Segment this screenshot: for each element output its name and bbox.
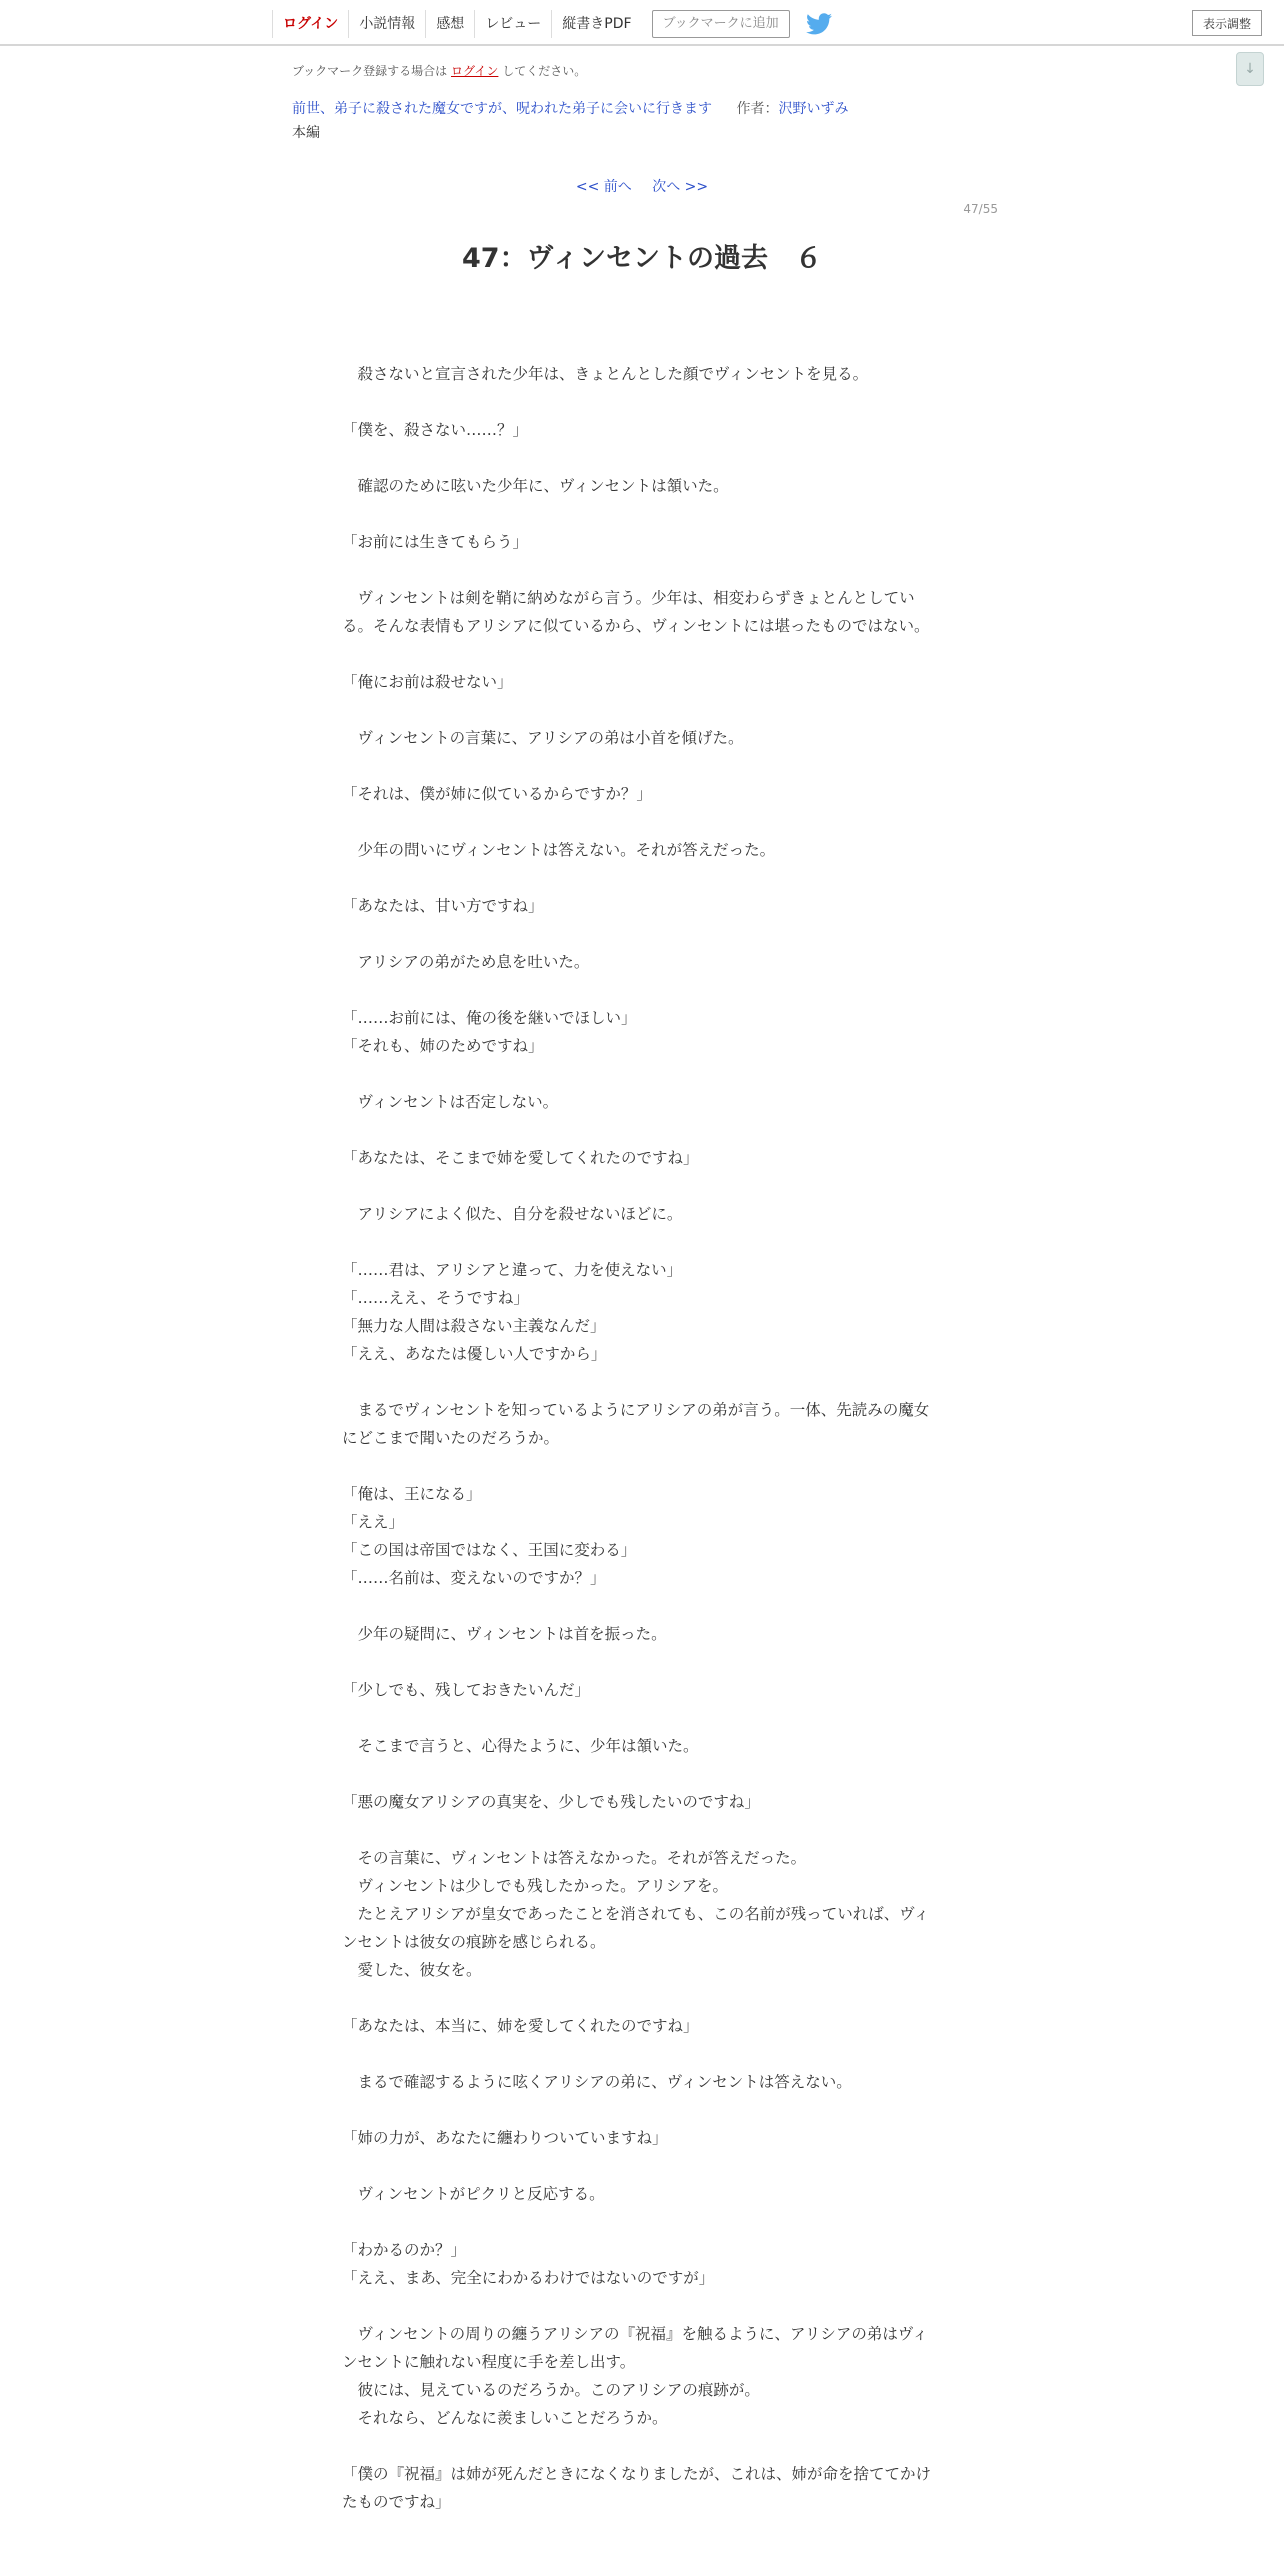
prev-page-link[interactable]: << 前へ xyxy=(575,179,632,195)
body-paragraph: 「ええ」 xyxy=(342,1513,405,1531)
body-paragraph: 「それも、姉のためですね」 xyxy=(342,1037,544,1055)
body-paragraph: 「ええ、あなたは優しい人ですから」 xyxy=(342,1345,607,1363)
blank-line xyxy=(342,1228,942,1256)
body-paragraph: ヴィンセントは否定しない。 xyxy=(342,1093,559,1111)
body-paragraph: 「この国は帝国ではなく、王国に変わる」 xyxy=(342,1541,637,1559)
blank-line xyxy=(342,388,942,416)
blank-line xyxy=(342,752,942,780)
author-label: 作者： xyxy=(736,101,779,117)
next-page-link[interactable]: 次へ >> xyxy=(652,179,709,195)
body-paragraph: ヴィンセントがピクリと反応する。 xyxy=(342,2185,605,2203)
blank-line xyxy=(342,640,942,668)
novel-body xyxy=(342,360,942,2516)
blank-line xyxy=(342,500,942,528)
blank-line xyxy=(342,2208,942,2236)
body-paragraph: ヴィンセントは少しでも残したかった。アリシアを。 xyxy=(342,1877,728,1895)
body-paragraph: 「ええ、まあ、完全にわかるわけではないのですが」 xyxy=(342,2269,715,2287)
body-paragraph: それなら、どんなに羨ましいことだろうか。 xyxy=(342,2409,668,2427)
blank-line xyxy=(342,808,942,836)
body-paragraph: 「わかるのか？」 xyxy=(342,2241,467,2259)
bookmark-note-login-link[interactable]: ログイン xyxy=(451,64,499,78)
body-paragraph: 「俺にお前は殺せない」 xyxy=(342,673,513,691)
blank-line xyxy=(342,696,942,724)
body-paragraph: 「悪の魔女アリシアの真実を、少しでも残したいのですね」 xyxy=(342,1793,760,1811)
blank-line xyxy=(342,1116,942,1144)
body-paragraph: 「少しでも、残しておきたいんだ」 xyxy=(342,1681,591,1699)
vertical-pdf-link[interactable]: 縦書きPDF xyxy=(551,10,641,38)
body-paragraph: 「あなたは、甘い方ですね」 xyxy=(342,897,544,915)
review-link[interactable]: レビュー xyxy=(474,10,551,38)
blank-line xyxy=(342,1760,942,1788)
blank-line xyxy=(342,1060,942,1088)
body-paragraph: 彼には、見えているのだろうか。このアリシアの痕跡が。 xyxy=(342,2381,760,2399)
login-link[interactable]: ログイン xyxy=(272,10,348,38)
body-paragraph: 「それは、僕が姉に似ているからですか？」 xyxy=(342,785,652,803)
top-navigation-bar xyxy=(0,0,1284,46)
body-paragraph: 「あなたは、そこまで姉を愛してくれたのですね」 xyxy=(342,1149,699,1167)
body-paragraph: 「僕の『祝福』は姉が死んだときになくなりましたが、これは、姉が命を捨ててかけたものですね」 xyxy=(342,2465,932,2511)
display-settings-button[interactable]: 表示調整 xyxy=(1192,10,1262,36)
blank-line xyxy=(342,2152,942,2180)
body-paragraph: 確認のために呟いた少年に、ヴィンセントは頷いた。 xyxy=(342,477,729,495)
blank-line xyxy=(342,2040,942,2068)
body-paragraph: そこまで言うと、心得たように、少年は頷いた。 xyxy=(342,1737,699,1755)
blank-line xyxy=(342,920,942,948)
body-paragraph: アリシアの弟がため息を吐いた。 xyxy=(342,953,590,971)
body-paragraph: たとえアリシアが皇女であったことを消されても、この名前が残っていれば、ヴィンセントは彼女の痕跡を感じられる。 xyxy=(342,1905,930,1951)
episode-counter: 47/55 xyxy=(963,202,998,216)
add-bookmark-button[interactable]: ブックマークに追加 xyxy=(652,10,790,38)
main-nav xyxy=(272,8,834,40)
pager-top xyxy=(0,176,1284,196)
bookmark-note-after: してください。 xyxy=(502,64,587,78)
body-paragraph: 「お前には生きてもらう」 xyxy=(342,533,529,551)
blank-line xyxy=(342,444,942,472)
episode-title: 47：ヴィンセントの過去 ６ xyxy=(462,243,822,274)
body-paragraph: 愛した、彼女を。 xyxy=(342,1961,482,1979)
body-paragraph: 少年の疑問に、ヴィンセントは首を振った。 xyxy=(342,1625,667,1643)
blank-line xyxy=(342,864,942,892)
author-link[interactable]: 沢野いずみ xyxy=(778,101,849,117)
body-paragraph: 「俺は、王になる」 xyxy=(342,1485,482,1503)
body-paragraph: アリシアによく似た、自分を殺せないほどに。 xyxy=(342,1205,683,1223)
scroll-down-button[interactable]: ↓ xyxy=(1236,52,1264,86)
novel-title-link[interactable]: 前世、弟子に殺された魔女ですが、呪われた弟子に会いに行きます xyxy=(292,101,712,117)
impressions-link[interactable]: 感想 xyxy=(425,10,474,38)
blank-line xyxy=(342,1648,942,1676)
body-paragraph: 「……お前には、俺の後を継いでほしい」 xyxy=(342,1009,637,1027)
blank-line xyxy=(342,2096,942,2124)
body-paragraph: まるでヴィンセントを知っているようにアリシアの弟が言う。一体、先読みの魔女にどこまで聞いたのだろうか。 xyxy=(342,1401,930,1447)
blank-line xyxy=(342,1984,942,2012)
bookmark-login-note xyxy=(292,62,586,79)
body-paragraph: 「……ええ、そうですね」 xyxy=(342,1289,529,1307)
twitter-icon[interactable] xyxy=(806,12,834,36)
body-paragraph: ヴィンセントの言葉に、アリシアの弟は小首を傾げた。 xyxy=(342,729,744,747)
blank-line xyxy=(342,1704,942,1732)
blank-line xyxy=(342,2292,942,2320)
body-paragraph: 「……名前は、変えないのですか？」 xyxy=(342,1569,606,1587)
chapter-label: 本編 xyxy=(292,125,320,141)
blank-line xyxy=(342,556,942,584)
body-paragraph: 「……君は、アリシアと違って、力を使えない」 xyxy=(342,1261,683,1279)
novel-header xyxy=(292,98,848,118)
blank-line xyxy=(342,1172,942,1200)
body-paragraph: ヴィンセントは剣を鞘に納めながら言う。少年は、相変わらずきょとんとしている。そんな表情もアリシアに似ているから、ヴィンセントには堪ったものではない。 xyxy=(342,589,930,635)
body-paragraph: 殺さないと宣言された少年は、きょとんとした顔でヴィンセントを見る。 xyxy=(342,365,869,383)
body-paragraph: その言葉に、ヴィンセントは答えなかった。それが答えだった。 xyxy=(342,1849,807,1867)
blank-line xyxy=(342,976,942,1004)
body-paragraph: 「あなたは、本当に、姉を愛してくれたのですね」 xyxy=(342,2017,699,2035)
blank-line xyxy=(342,1816,942,1844)
body-paragraph: 「無力な人間は殺さない主義なんだ」 xyxy=(342,1317,606,1335)
blank-line xyxy=(342,1368,942,1396)
novel-info-link[interactable]: 小説情報 xyxy=(348,10,425,38)
blank-line xyxy=(342,2432,942,2460)
body-paragraph: 「僕を、殺さない……？」 xyxy=(342,421,529,439)
bookmark-note-before: ブックマーク登録する場合は xyxy=(292,64,448,78)
body-paragraph: まるで確認するように呟くアリシアの弟に、ヴィンセントは答えない。 xyxy=(342,2073,852,2091)
body-paragraph: ヴィンセントの周りの纏うアリシアの『祝福』を触るように、アリシアの弟はヴィンセントに触れない程度に手を差し出す。 xyxy=(342,2325,928,2371)
blank-line xyxy=(342,1592,942,1620)
blank-line xyxy=(342,1452,942,1480)
body-paragraph: 少年の問いにヴィンセントは答えない。それが答えだった。 xyxy=(342,841,776,859)
body-paragraph: 「姉の力が、あなたに纏わりついていますね」 xyxy=(342,2129,668,2147)
